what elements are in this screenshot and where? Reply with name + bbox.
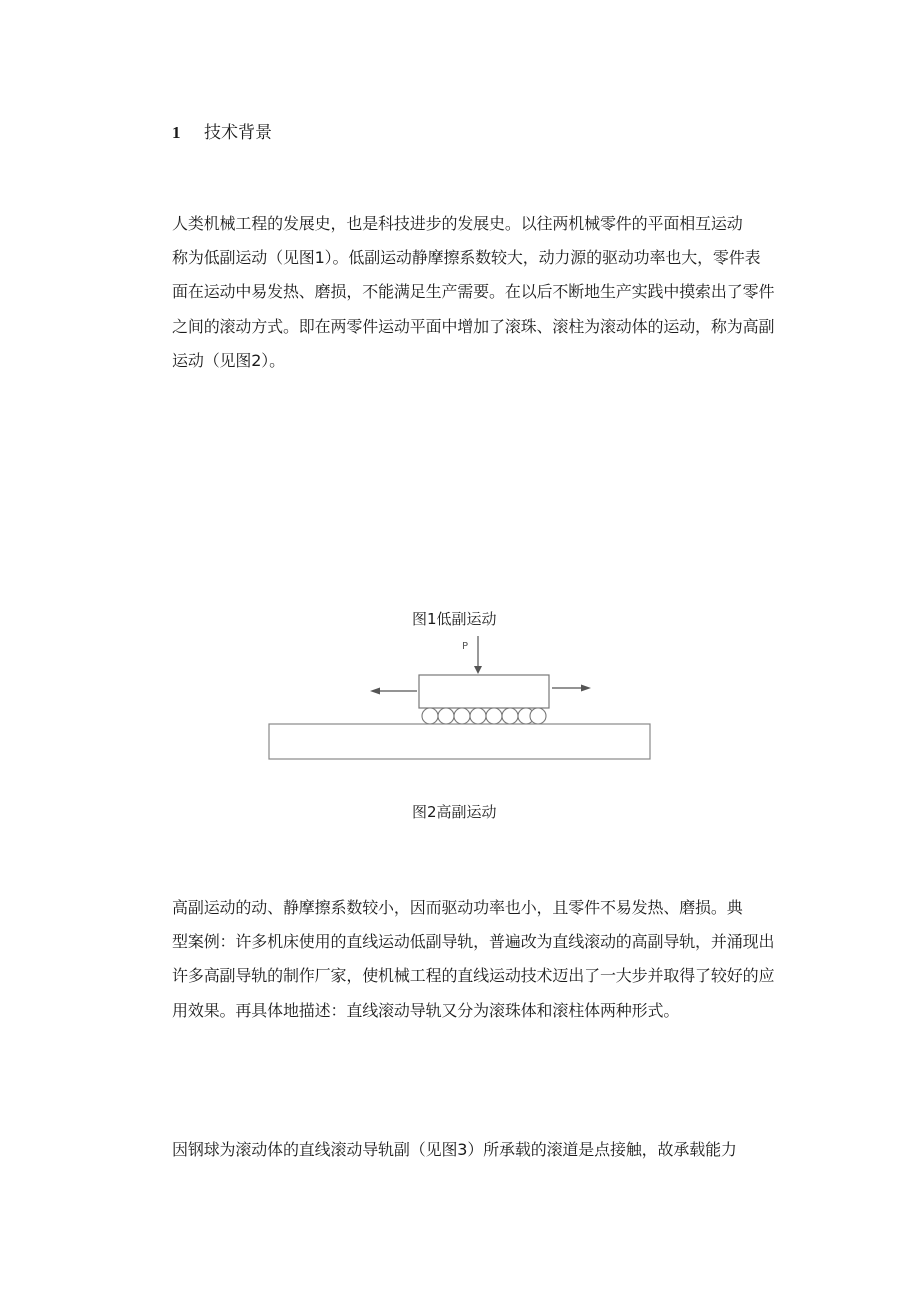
- left-motion-arrow-head: [370, 688, 380, 695]
- paragraph-ball-guides: [172, 1133, 786, 1167]
- roller: [422, 708, 438, 724]
- roller: [438, 708, 454, 724]
- roller: [454, 708, 470, 724]
- figure1-caption: 图1低副运动: [412, 610, 497, 628]
- roller: [530, 708, 546, 724]
- paragraph-line: 高副运动的动、静摩擦系数较小，因而驱动功率也小，且零件不易发热、磨损。典: [172, 898, 743, 917]
- figure2-caption: 图2高副运动: [412, 803, 497, 821]
- paragraph-line: 型案例：许多机床使用的直线运动低副导轨，普遍改为直线滚动的高副导轨，并涌现出: [172, 932, 775, 952]
- paragraph-line: 运动（见图2）。: [172, 350, 285, 370]
- roller: [470, 708, 486, 724]
- right-motion-arrow-head: [581, 685, 591, 692]
- figure1-diagram: [260, 630, 660, 765]
- force-label: P: [461, 641, 468, 652]
- force-arrow-head: [474, 666, 482, 674]
- section-heading: [172, 120, 272, 146]
- paragraph-line: 面在运动中易发热、磨损，不能满足生产需要。在以后不断地生产实践中摸索出了零件: [172, 282, 775, 302]
- paragraph-line: 之间的滚动方式。即在两零件运动平面中增加了滚珠、滚柱为滚动体的运动，称为高副: [172, 316, 775, 336]
- paragraph-line: 人类机械工程的发展史，也是科技进步的发展史。以往两机械零件的平面相互运动: [172, 214, 743, 233]
- roller: [502, 708, 518, 724]
- paragraph-line: 许多高副导轨的制作厂家，使机械工程的直线运动技术迈出了一大步并取得了较好的应: [172, 966, 775, 986]
- upper-block: [419, 675, 549, 708]
- paragraph-rolling-guides: [172, 891, 786, 1028]
- section-number: 1: [172, 123, 181, 142]
- base-plate: [269, 724, 650, 759]
- roller: [486, 708, 502, 724]
- paragraph-line: 称为低副运动（见图1）。低副运动静摩擦系数较大，动力源的驱动功率也大，零件表: [172, 248, 761, 268]
- section-title: 技术背景: [204, 123, 272, 143]
- paragraph-intro: [172, 207, 786, 378]
- paragraph-line: 因钢球为滚动体的直线滚动导轨副（见图3）所承载的滚道是点接触，故承载能力: [172, 1140, 737, 1159]
- paragraph-line: 用效果。再具体地描述：直线滚动导轨又分为滚珠体和滚柱体两种形式。: [172, 1000, 680, 1020]
